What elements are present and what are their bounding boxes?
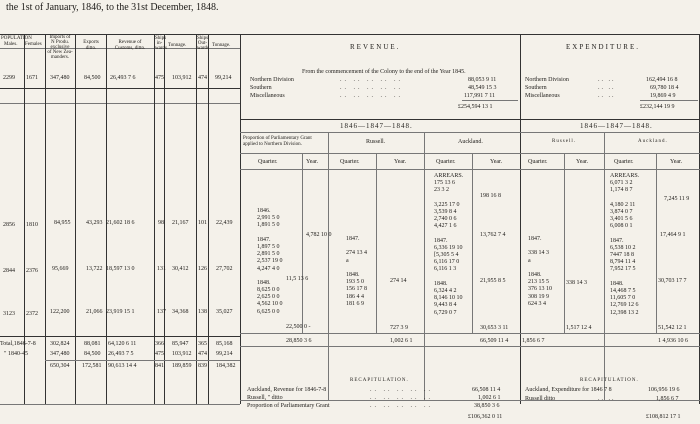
list-item: [5,305 5 4	[434, 252, 459, 259]
list-item: 12,769 12 6	[610, 302, 639, 309]
list-item: 7447 18 8	[610, 252, 634, 259]
exports-header: Exports ditto.	[83, 40, 99, 51]
exp-auckland-header: Auckland.	[638, 139, 668, 144]
list-item	[610, 231, 639, 238]
list-item: 6,324 4 2	[434, 288, 457, 294]
list-item: 4,562 10 0	[257, 301, 283, 308]
list-item	[257, 230, 283, 237]
prop-quarters	[257, 208, 283, 316]
expenditure-total: £232,144 19 9	[640, 104, 675, 110]
females-header: Females	[25, 42, 42, 47]
expenditure-recap-title: RECAPITULATION.	[580, 378, 639, 383]
list-item: 12,398 13 2	[610, 309, 639, 316]
list-item: 6,538 10 2	[610, 244, 636, 251]
list-item	[528, 243, 552, 250]
list-item: 8,625 0 0	[257, 287, 280, 294]
list-item: 1847.	[346, 236, 360, 242]
list-item: a	[528, 257, 531, 264]
list-item: 7,952 17 5	[610, 266, 636, 273]
list-item: 3,874 0 7	[610, 208, 633, 215]
list-item: 1848.	[610, 280, 624, 287]
list-item	[257, 273, 283, 280]
list-item: 23 3 2	[434, 187, 449, 194]
list-item: 1847.	[434, 237, 448, 244]
list-item: 1846.	[257, 208, 271, 214]
list-item: 156 17 8	[346, 286, 367, 293]
auckland-quarters	[434, 173, 463, 317]
males-header: Males.	[4, 42, 18, 47]
ships-outwards-header: Ships Out- wards	[197, 36, 209, 51]
list-item	[610, 274, 639, 281]
list-item: 1847.	[257, 236, 271, 243]
list-item: 213 15 5	[528, 279, 549, 286]
list-item: 6,336 19 10	[434, 244, 463, 251]
list-item: 181 6 9	[346, 300, 364, 307]
revenue-total: £254,594 13 1	[458, 104, 493, 110]
list-item: 2,991 5 0	[257, 215, 280, 222]
exp-auckland-quarters	[610, 173, 639, 317]
list-item: 6,729 0 7	[434, 309, 457, 316]
tonnage-header: Tonnage.	[168, 43, 187, 48]
list-item: 274 13 4	[346, 250, 367, 257]
prop-header: Proportion of Parliamentary Grant applied to Northern Division.	[243, 136, 312, 147]
list-item: 338 14 3	[528, 250, 549, 257]
expenditure-period: 1846—1847—1848.	[580, 122, 653, 130]
list-item: ARREARS.	[610, 173, 640, 179]
revenue-period: 1846—1847—1848.	[340, 122, 413, 130]
list-item: 624 3 4	[528, 300, 546, 307]
list-item: 376 13 10	[528, 286, 552, 293]
page-heading: the 1st of January, 1846, to the 31st December, 1848.	[6, 2, 219, 13]
auckland-header: Auckland.	[458, 139, 483, 145]
revenue-recap-title: RECAPITULATION.	[350, 378, 409, 383]
list-item: 1848.	[346, 271, 360, 278]
list-item: 14,468 7 5	[610, 288, 636, 294]
list-item	[346, 265, 367, 272]
list-item: 1847.	[528, 236, 542, 242]
ships-inwards-header: Ships in- wards	[155, 36, 167, 51]
list-item: 6,116 17 0	[434, 259, 460, 266]
list-item: 1847.	[610, 237, 624, 244]
list-item: 4,247 4 0	[257, 265, 280, 272]
imports-header: Imports of N Produ. exclusive of New Zea- manders.	[47, 35, 73, 60]
list-item	[434, 195, 463, 202]
list-item: a	[346, 257, 349, 264]
expenditure-title: EXPENDITURE.	[566, 43, 640, 51]
list-item: 2,625 0 0	[257, 294, 280, 301]
list-item: 1,891 5 0	[257, 222, 280, 229]
list-item: 3,539 8 4	[434, 208, 457, 215]
list-item: 3,401 5 6	[610, 216, 633, 223]
list-item: ARREARS.	[434, 173, 464, 179]
list-item: 6,116 1 3	[434, 266, 457, 273]
expenditure-recap-total: £108,812 17 1	[646, 414, 681, 420]
list-item: 3,225 17 0	[434, 201, 460, 208]
list-item: 6,071 3 2	[610, 180, 633, 187]
exp-russell-header: Russell.	[552, 139, 576, 144]
list-item: 193 5 0	[346, 279, 364, 286]
tonnage2-header: Tonnage.	[212, 43, 231, 48]
revenue-intro: From the commencement of the Colony to the end of the Year 1845.	[302, 69, 466, 75]
revenue-customs-header: Revenue of Customs, ditto.	[114, 40, 146, 51]
list-item: 2,537 19 0	[257, 258, 283, 265]
list-item	[610, 195, 639, 202]
population-header: POPULATION	[1, 36, 32, 41]
revenue-title: REVENUE.	[350, 43, 401, 51]
list-item: 8,794 11 4	[610, 259, 636, 266]
list-item: 2,740 0 6	[434, 216, 457, 223]
list-item: 2,891 5 0	[257, 251, 280, 258]
russell-quarters	[346, 236, 367, 308]
list-item: 1848.	[528, 271, 542, 278]
list-item	[528, 265, 552, 272]
list-item: 1,174 8 7	[610, 187, 633, 194]
list-item: 6,008 0 1	[610, 223, 633, 230]
revenue-recap-total: £106,362 0 11	[468, 414, 503, 420]
list-item: 1848.	[434, 280, 448, 287]
list-item: 4,427 1 6	[434, 223, 457, 230]
list-item: 1848.	[257, 279, 271, 286]
list-item	[434, 274, 463, 281]
list-item: 6,625 0 0	[257, 308, 280, 315]
list-item: 4,180 2 11	[610, 201, 636, 208]
list-item: 11,605 7 0	[610, 295, 636, 302]
exp-russell-quarters	[528, 236, 552, 308]
russell-header: Russell.	[366, 139, 386, 145]
list-item: 308 19 9	[528, 293, 549, 300]
list-item: 8,146 10 10	[434, 295, 463, 302]
list-item: 1,897 5 0	[257, 243, 280, 250]
list-item: 175 13 6	[434, 180, 455, 187]
list-item	[346, 243, 367, 250]
list-item: 186 4 4	[346, 293, 364, 300]
list-item: 9,443 8 4	[434, 302, 457, 309]
list-item	[434, 231, 463, 238]
